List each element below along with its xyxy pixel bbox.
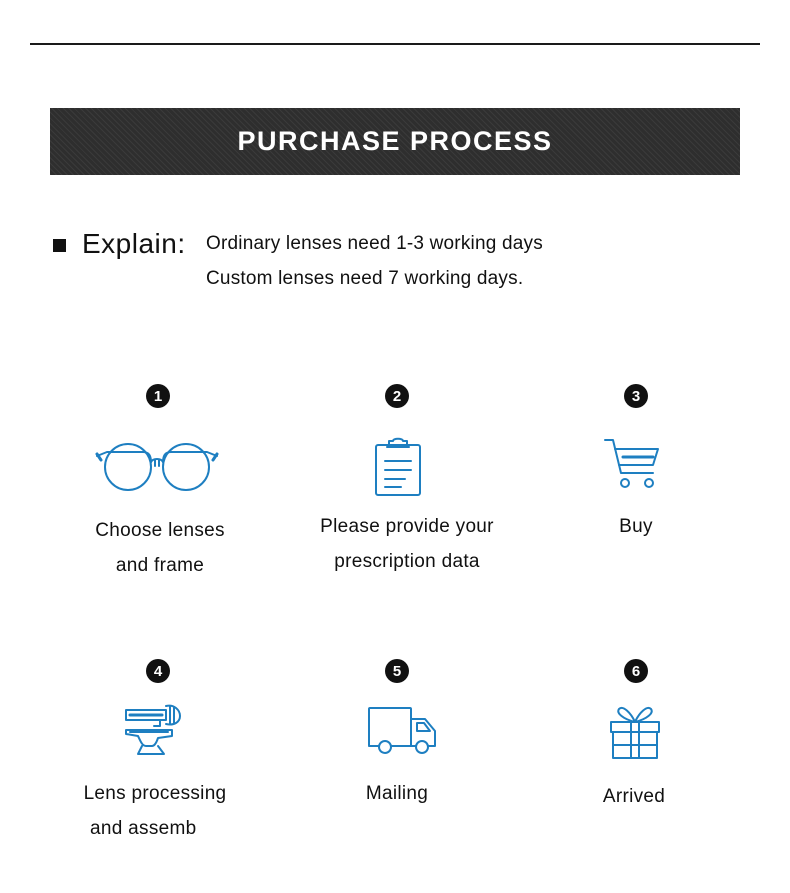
step-2-label-line-1: Please provide your [320, 516, 494, 537]
explain-line-custom: Custom lenses need 7 working days. [206, 268, 524, 289]
step-number-3: 3 [624, 384, 648, 408]
delivery-truck-icon [367, 705, 439, 757]
step-1-label-line-1: Choose lenses [95, 520, 225, 541]
step-2-label-line-2: prescription data [334, 551, 480, 572]
step-1-label [50, 513, 270, 583]
step-6-label [524, 779, 744, 814]
step-3-label-line-1: Buy [619, 516, 653, 537]
glasses-icon [95, 440, 219, 492]
step-number-1: 1 [146, 384, 170, 408]
step-4-label [45, 776, 265, 846]
step-4-label-line-2: and assemb [90, 818, 197, 839]
clipboard-icon [373, 437, 423, 497]
step-number-6: 6 [624, 659, 648, 683]
top-divider [30, 43, 760, 45]
square-bullet-icon [53, 239, 66, 252]
step-1-label-line-2: and frame [115, 555, 205, 576]
explain-line-ordinary: Ordinary lenses need 1-3 working days [206, 233, 543, 254]
purchase-process-banner [50, 108, 740, 175]
step-5-label-line-1: Mailing [365, 783, 429, 804]
banner-title: PURCHASE PROCESS [237, 126, 553, 156]
lens-processing-icon [124, 700, 186, 758]
gift-icon [609, 703, 661, 761]
step-2-label [297, 509, 517, 579]
step-number-5: 5 [385, 659, 409, 683]
step-5-label [287, 776, 507, 811]
step-6-label-line-1: Arrived [602, 786, 666, 807]
explain-label: Explain: [82, 228, 186, 259]
step-number-4: 4 [146, 659, 170, 683]
shopping-cart-icon [603, 437, 661, 493]
step-number-2: 2 [385, 384, 409, 408]
step-3-label [526, 509, 746, 544]
step-4-label-line-1: Lens processing [83, 783, 227, 804]
